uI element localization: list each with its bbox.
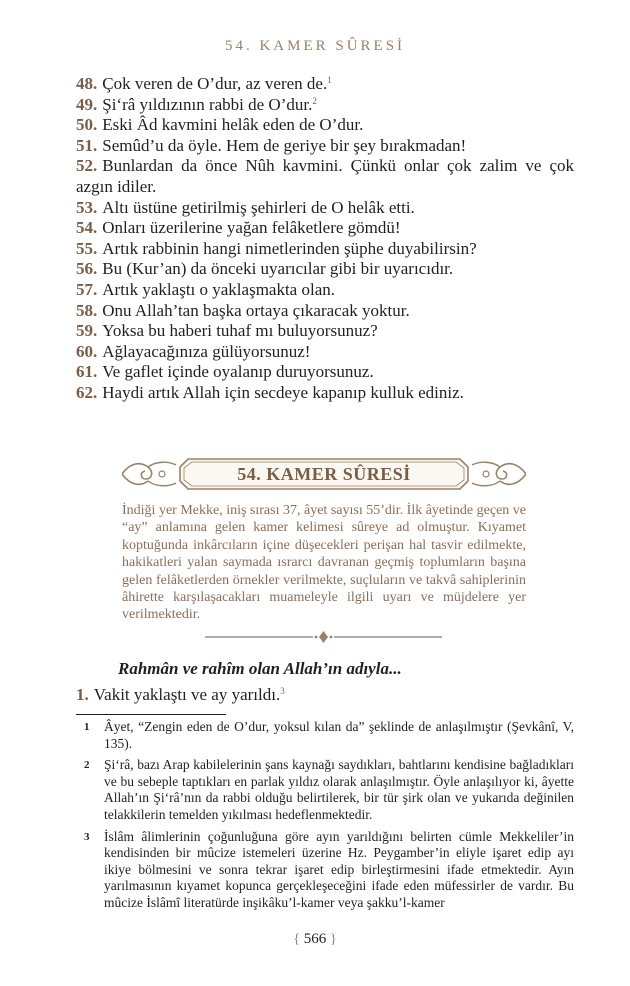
verse-text: Ağlayacağınıza gülüyorsunuz! bbox=[102, 341, 311, 361]
folio-right-ornament-icon: } bbox=[330, 932, 337, 947]
footnote-marker: 3 bbox=[280, 686, 285, 696]
verse-text: Semûd’u da öyle. Hem de geriye bir şey bırakmadan! bbox=[102, 135, 467, 155]
verse-text: Artık yaklaştı o yaklaşmakta olan. bbox=[102, 279, 335, 299]
verse-text: Şi‘râ yıldızının rabbi de O’dur. bbox=[102, 94, 313, 114]
verse-number: 62. bbox=[76, 382, 98, 402]
verse-60 bbox=[76, 342, 574, 363]
verse-number: 56. bbox=[76, 259, 98, 279]
verse-55 bbox=[76, 239, 574, 260]
footnote-marker: 1 bbox=[327, 75, 332, 85]
verse-number: 1. bbox=[76, 685, 89, 704]
verse-text: Onları üzerilerine yağan felâketlere gömdü! bbox=[102, 218, 401, 238]
verse-number: 58. bbox=[76, 300, 98, 320]
verse-number: 48. bbox=[76, 74, 98, 93]
verse-number: 57. bbox=[76, 279, 98, 299]
verse-number: 49. bbox=[76, 94, 98, 114]
footnote bbox=[76, 757, 574, 823]
surah-banner bbox=[122, 455, 526, 493]
verse-text: Haydi artık Allah için secdeye kapanıp kulluk ediniz. bbox=[102, 382, 464, 402]
folio-left-ornament-icon: { bbox=[293, 932, 300, 947]
verse-52 bbox=[76, 156, 574, 197]
verse-number: 59. bbox=[76, 321, 98, 341]
verse-number: 53. bbox=[76, 197, 98, 217]
footnote-text: Şi‘râ, bazı Arap kabilelerinin şans kaynağı saydıkları, bahtlarını kendisine bağladıkları ve bu sebeple taptıkları en parlak yıldız olarak anlaşılmıştır. Öyle anlaşılıyor ki, âyette Allah’ın Şi‘râ’nın da rabbi olduğu belirtilerek, bir tür şirk olan ve yukarıda değinilen telakkilerin temelden yıkılması hedeflenmektedir. bbox=[104, 757, 574, 822]
footnote bbox=[76, 719, 574, 752]
divider-ornament-icon bbox=[205, 630, 442, 644]
verse-number: 52. bbox=[76, 156, 98, 176]
footnote bbox=[76, 829, 574, 912]
footnote-number: 1 bbox=[84, 721, 90, 733]
footnote-number: 2 bbox=[84, 759, 90, 772]
verse-54 bbox=[76, 218, 574, 239]
verse-text: Onu Allah’tan başka ortaya çıkaracak yoktur. bbox=[102, 300, 410, 320]
verse-number: 55. bbox=[76, 238, 98, 258]
surah-intro: İndiği yer Mekke, iniş sırası 37, âyet sayısı 55’dir. İlk âyetinde geçen ve “ay” anlamına gelen kamer kelimesi sûreye ad olmuştur. Kıyamet koptuğunda inkârcıların içine düşecekleri perişan hal tasvir edilmekte, hakikatleri yalan saymada ısrarcı davranan geçmiş toplumların başına gelen felâketlerden örnekler verilmekte, suçluların ve takvâ sahiplerinin âhirette karşılaşacakları muameleyle ilgili uyarı ve müjdelere yer verilmektedir. bbox=[122, 503, 526, 623]
verse-text: Bu (Kur’an) da önceki uyarıcılar gibi bir uyarıcıdır. bbox=[102, 259, 454, 279]
surah-title: 54. KAMER SÛRESİ bbox=[237, 464, 411, 484]
page-number-value: 566 bbox=[303, 931, 327, 947]
verse-48 bbox=[76, 74, 574, 95]
verse-text: Ve gaflet içinde oyalanıp duruyorsunuz. bbox=[102, 362, 374, 382]
verse-62 bbox=[76, 383, 574, 404]
verse-text: Altı üstüne getirilmiş şehirleri de O helâk etti. bbox=[102, 197, 415, 217]
page-number bbox=[0, 931, 630, 948]
verse-50 bbox=[76, 115, 574, 136]
verse-text: Artık rabbinin hangi nimetlerinden şüphe duyabilirsin? bbox=[102, 238, 477, 258]
verse-number: 50. bbox=[76, 115, 98, 135]
footnote-number: 3 bbox=[84, 830, 90, 843]
verse-56 bbox=[76, 259, 574, 280]
verse-51 bbox=[76, 136, 574, 157]
verse-list bbox=[76, 74, 574, 404]
footnote-marker: 2 bbox=[312, 95, 317, 106]
verse-text: Bunlardan da önce Nûh kavmini. Çünkü onlar çok zalim ve çok azgın idiler. bbox=[76, 156, 574, 196]
footnote-list bbox=[76, 719, 574, 917]
verse-49 bbox=[76, 95, 574, 116]
running-head: 54. KAMER SÛRESİ bbox=[224, 38, 406, 54]
verse-1 bbox=[76, 685, 285, 706]
verse-59 bbox=[76, 321, 574, 342]
verse-58 bbox=[76, 301, 574, 322]
verse-text: Yoksa bu haberi tuhaf mı buluyorsunuz? bbox=[102, 321, 378, 341]
verse-text: Eski Âd kavmini helâk eden de O’dur. bbox=[102, 115, 364, 135]
verse-number: 54. bbox=[76, 218, 98, 238]
basmala: Rahmân ve rahîm olan Allah’ın adıyla... bbox=[118, 659, 402, 678]
verse-text: Vakit yaklaştı ve ay yarıldı. bbox=[93, 685, 281, 704]
footnote-text: İslâm âlimlerinin çoğunluğuna göre ayın yarıldığını belirten cümle Mekkeliler’in kendisinden bir mûcize istemeleri üzerine Hz. Peygamber’in eliyle işaret edip ayı ikiye bölmesini ve sonra tekrar işaret edip birleştirmesini ifade etmektedir. Ayın yarılmasının kıyamet kopunca gerçekleşeceğini ifade eden müfessirler de vardır. Bu mûcize İslâmî literatürde inşikâku’l-kamer veya şakku’l-kamer bbox=[104, 828, 574, 910]
verse-61 bbox=[76, 362, 574, 383]
verse-number: 60. bbox=[76, 341, 98, 361]
verse-number: 61. bbox=[76, 362, 98, 382]
footnote-rule bbox=[76, 714, 226, 715]
verse-text: Çok veren de O’dur, az veren de. bbox=[102, 74, 328, 93]
verse-57 bbox=[76, 280, 574, 301]
verse-number: 51. bbox=[76, 135, 98, 155]
footnote-text: Âyet, “Zengin eden de O’dur, yoksul kılan da” şeklinde de anlaşılmıştır (Şevkânî, V, 135). bbox=[104, 719, 574, 751]
verse-53 bbox=[76, 198, 574, 219]
